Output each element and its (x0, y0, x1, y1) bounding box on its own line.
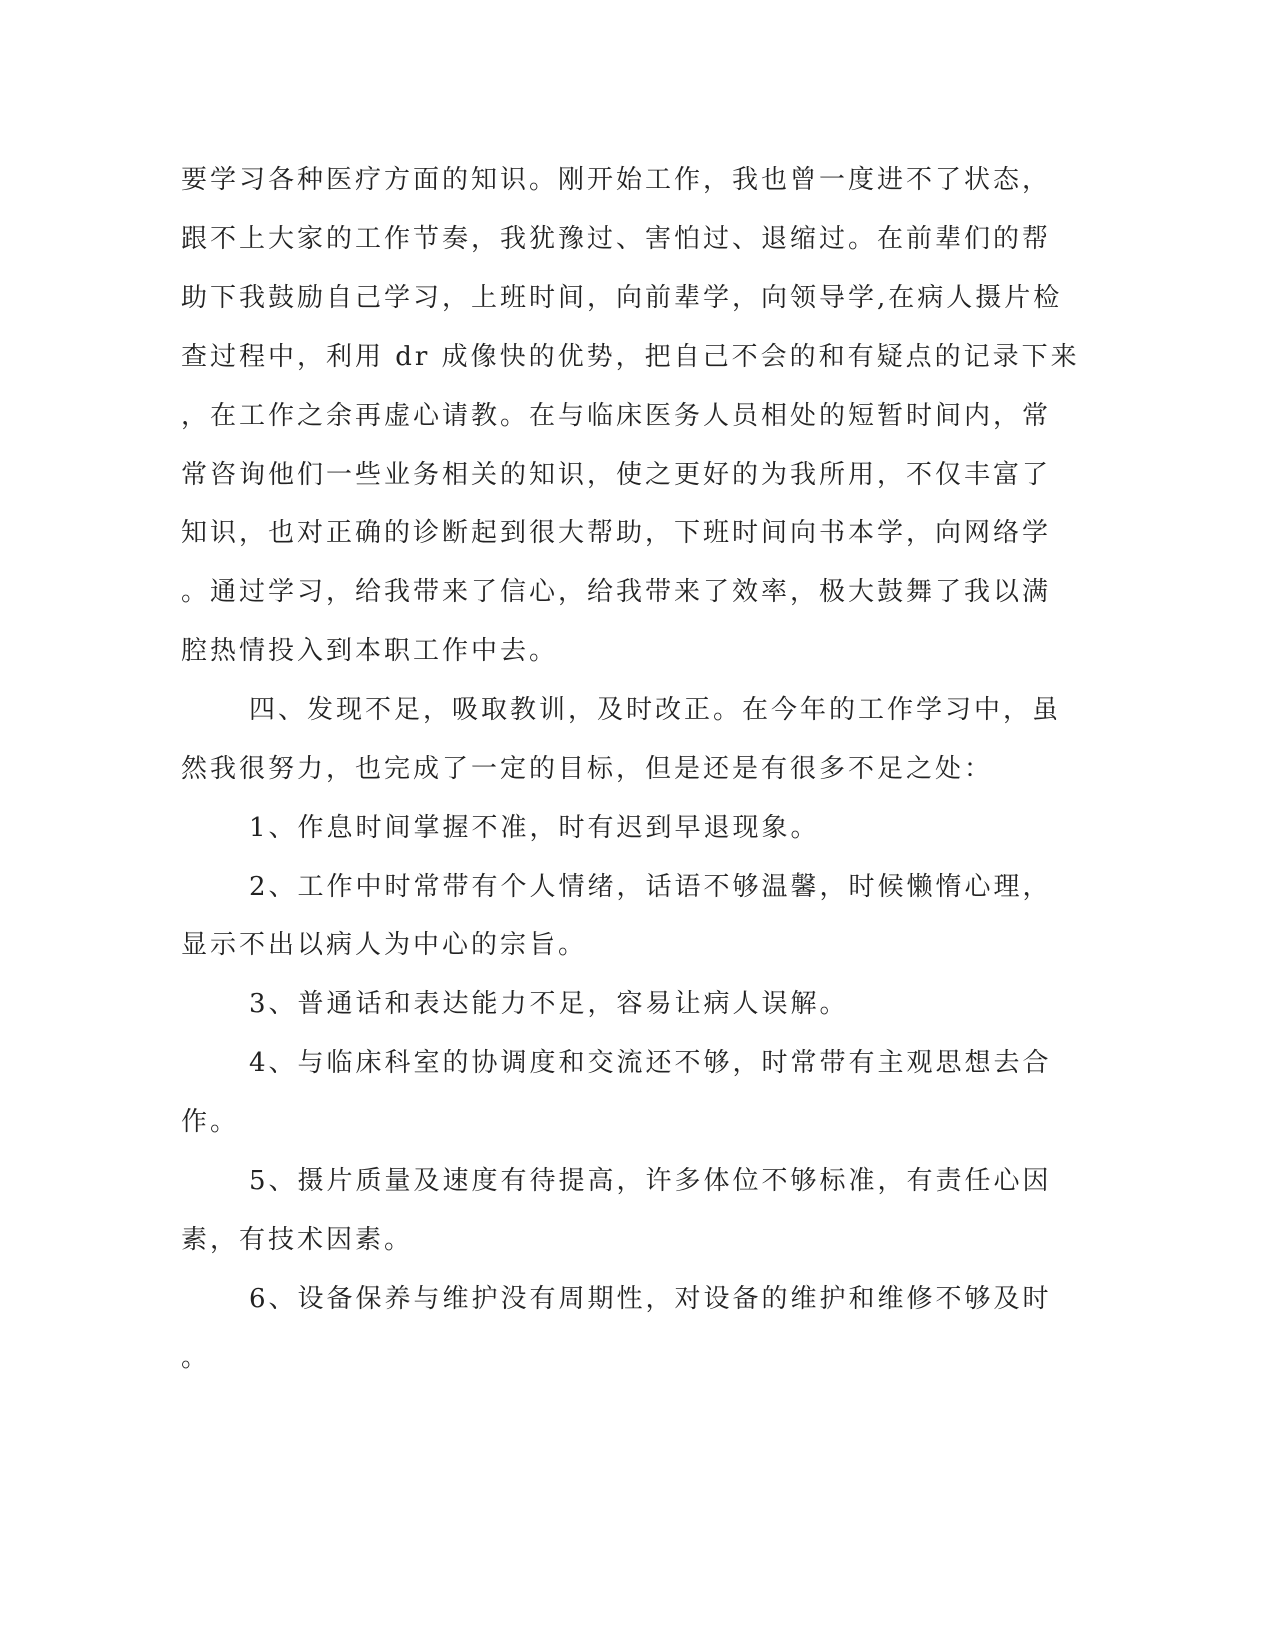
text-line: 助下我鼓励自己学习，上班时间，向前辈学，向领导学,在病人摄片检 (181, 283, 1063, 313)
text-line: 2、工作中时常带有个人情绪，话语不够温馨，时候懒惰心理， (249, 872, 1052, 902)
text-line: 4、与临床科室的协调度和交流还不够，时常带有主观思想去合 (249, 1048, 1052, 1078)
text-line: 作。 (181, 1107, 240, 1137)
text-line: 6、设备保养与维护没有周期性，对设备的维护和维修不够及时 (249, 1284, 1052, 1314)
text-line: 5、摄片质量及速度有待提高，许多体位不够标准，有责任心因 (249, 1166, 1052, 1196)
text-line: 1、作息时间掌握不准，时有迟到早退现象。 (249, 813, 820, 843)
text-line: 然我很努力，也完成了一定的目标，但是还是有很多不足之处： (181, 754, 994, 784)
text-line: 知识，也对正确的诊断起到很大帮助，下班时间向书本学，向网络学 (181, 518, 1052, 548)
text-line: 。通过学习，给我带来了信心，给我带来了效率，极大鼓舞了我以满 (181, 577, 1052, 607)
text-line: 要学习各种医疗方面的知识。刚开始工作，我也曾一度进不了状态， (181, 165, 1052, 195)
text-line: 素，有技术因素。 (181, 1225, 414, 1255)
text-line: 显示不出以病人为中心的宗旨。 (181, 930, 588, 960)
text-line: 3、普通话和表达能力不足，容易让病人误解。 (249, 989, 849, 1019)
text-line: 跟不上大家的工作节奏，我犹豫过、害怕过、退缩过。在前辈们的帮 (181, 224, 1052, 254)
text-line: ，在工作之余再虚心请教。在与临床医务人员相处的短暂时间内，常 (181, 401, 1052, 431)
text-line: 四、发现不足，吸取教训，及时改正。在今年的工作学习中，虽 (249, 695, 1062, 725)
text-line: 查过程中，利用 dr 成像快的优势，把自己不会的和有疑点的记录下来 (181, 342, 1080, 372)
text-line: 腔热情投入到本职工作中去。 (181, 636, 559, 666)
text-line: 常咨询他们一些业务相关的知识，使之更好的为我所用，不仅丰富了 (181, 460, 1052, 490)
text-line: 。 (181, 1343, 211, 1373)
